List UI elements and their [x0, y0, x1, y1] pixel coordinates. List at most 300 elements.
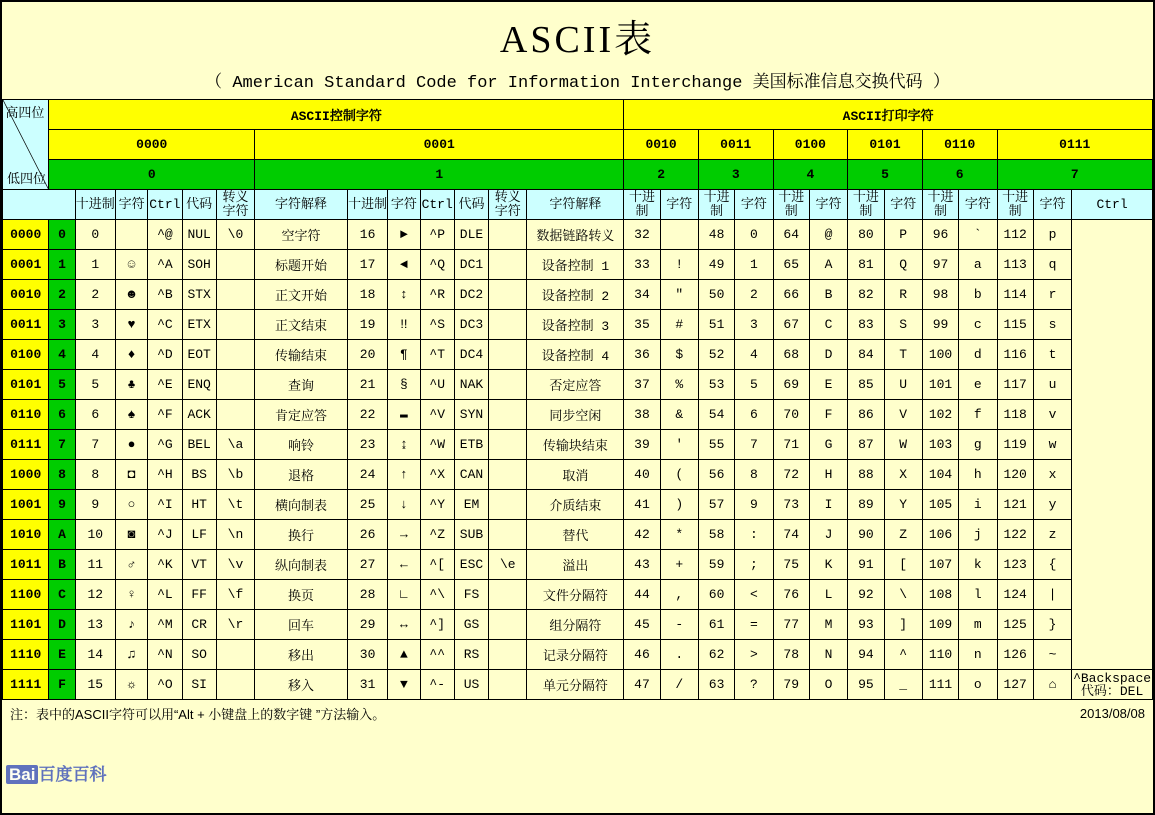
print-char: 4	[735, 340, 773, 370]
control-ctrl: ^E	[148, 370, 182, 400]
row-binary: 1111	[3, 670, 49, 700]
control-dec: 8	[75, 460, 115, 490]
print-dec: 96	[922, 220, 958, 250]
row-hex: 0	[49, 220, 75, 250]
col-header-dec-2: 十进制	[624, 190, 660, 220]
table-row	[3, 310, 1153, 340]
row-hex: 2	[49, 280, 75, 310]
control-escape	[216, 670, 254, 700]
print-char: g	[959, 430, 997, 460]
control-code: ENQ	[182, 370, 216, 400]
control-escape	[216, 400, 254, 430]
control-glyph: ↑	[388, 460, 420, 490]
control-desc: 移出	[255, 640, 348, 670]
row-binary: 1100	[3, 580, 49, 610]
table-row	[3, 400, 1153, 430]
print-dec: 111	[922, 670, 958, 700]
control-ctrl: ^W	[420, 430, 454, 460]
print-char: W	[884, 430, 922, 460]
control-desc: 数据链路转义	[527, 220, 624, 250]
footer-date: 2013/08/08	[1079, 706, 1145, 721]
dec-header-1: 1	[255, 160, 624, 190]
table-row	[3, 370, 1153, 400]
control-glyph: ↔	[388, 610, 420, 640]
control-glyph: ▲	[388, 640, 420, 670]
print-dec: 118	[997, 400, 1033, 430]
bin-header-5: 0101	[848, 130, 923, 160]
control-ctrl: ^I	[148, 490, 182, 520]
bin-header-4: 0100	[773, 130, 848, 160]
print-dec: 40	[624, 460, 660, 490]
print-char: J	[809, 520, 847, 550]
print-char: A	[809, 250, 847, 280]
control-glyph: ☻	[115, 280, 147, 310]
ctrl-column-empty	[1072, 220, 1153, 670]
col-header-dec-1: 十进制	[347, 190, 387, 220]
control-desc: 替代	[527, 520, 624, 550]
control-code: NUL	[182, 220, 216, 250]
print-dec: 51	[698, 310, 734, 340]
row-hex: D	[49, 610, 75, 640]
col-header-char-3: 字符	[735, 190, 773, 220]
watermark-text: 百度百科	[38, 765, 107, 784]
footer-note: 注：表中的ASCII字符可以用“Alt + 小键盘上的数字键 ”方法输入。	[10, 707, 386, 722]
print-dec: 106	[922, 520, 958, 550]
control-escape	[489, 610, 527, 640]
control-code: NAK	[454, 370, 488, 400]
col-header-esc-1: 转义字符	[489, 190, 527, 220]
control-desc: 取消	[527, 460, 624, 490]
row-binary: 0101	[3, 370, 49, 400]
col-header-char-6: 字符	[959, 190, 997, 220]
control-glyph: ▼	[388, 670, 420, 700]
row-hex: C	[49, 580, 75, 610]
control-dec: 5	[75, 370, 115, 400]
print-char: <	[735, 580, 773, 610]
control-ctrl: ^-	[420, 670, 454, 700]
control-code: VT	[182, 550, 216, 580]
print-char: @	[809, 220, 847, 250]
corner-low-label: 低四位	[7, 172, 47, 187]
print-char: r	[1033, 280, 1071, 310]
group-header-row	[3, 100, 1153, 130]
control-ctrl: ^B	[148, 280, 182, 310]
page-subtitle: （ American Standard Code for Information Interchange 美国标准信息交换代码 ）	[205, 74, 950, 93]
print-char: U	[884, 370, 922, 400]
print-dec: 110	[922, 640, 958, 670]
col-header-dec-3: 十进制	[698, 190, 734, 220]
binary-header-row	[3, 130, 1153, 160]
control-code: HT	[182, 490, 216, 520]
print-char: )	[660, 490, 698, 520]
print-dec: 126	[997, 640, 1033, 670]
print-char: Z	[884, 520, 922, 550]
print-dec: 102	[922, 400, 958, 430]
control-escape	[489, 370, 527, 400]
bin-header-0: 0000	[49, 130, 255, 160]
control-glyph: ‼	[388, 310, 420, 340]
print-dec: 95	[848, 670, 884, 700]
control-code: CR	[182, 610, 216, 640]
control-glyph: ♣	[115, 370, 147, 400]
control-escape	[216, 250, 254, 280]
print-dec: 80	[848, 220, 884, 250]
print-char: V	[884, 400, 922, 430]
print-char: Q	[884, 250, 922, 280]
print-char: M	[809, 610, 847, 640]
print-dec: 113	[997, 250, 1033, 280]
control-desc: 文件分隔符	[527, 580, 624, 610]
control-glyph: ◘	[115, 460, 147, 490]
control-dec: 23	[347, 430, 387, 460]
print-dec: 108	[922, 580, 958, 610]
print-dec: 119	[997, 430, 1033, 460]
print-dec: 64	[773, 220, 809, 250]
control-desc: 溢出	[527, 550, 624, 580]
print-dec: 101	[922, 370, 958, 400]
print-dec: 94	[848, 640, 884, 670]
control-ctrl: ^M	[148, 610, 182, 640]
print-char	[660, 220, 698, 250]
print-char: e	[959, 370, 997, 400]
control-desc: 标题开始	[255, 250, 348, 280]
control-code: DC3	[454, 310, 488, 340]
control-ctrl: ^P	[420, 220, 454, 250]
print-dec: 78	[773, 640, 809, 670]
print-dec: 67	[773, 310, 809, 340]
print-dec: 59	[698, 550, 734, 580]
control-code: BS	[182, 460, 216, 490]
control-desc: 换页	[255, 580, 348, 610]
print-dec: 57	[698, 490, 734, 520]
print-dec: 117	[997, 370, 1033, 400]
col-header-dec-7: 十进制	[997, 190, 1033, 220]
col-header-esc-0: 转义字符	[216, 190, 254, 220]
print-char: x	[1033, 460, 1071, 490]
print-char: ?	[735, 670, 773, 700]
control-code: DC4	[454, 340, 488, 370]
control-code: SO	[182, 640, 216, 670]
print-dec: 62	[698, 640, 734, 670]
group-print-label: ASCII打印字符	[624, 100, 1153, 130]
print-dec: 121	[997, 490, 1033, 520]
control-desc: 传输结束	[255, 340, 348, 370]
control-dec: 30	[347, 640, 387, 670]
control-code: SI	[182, 670, 216, 700]
control-ctrl: ^]	[420, 610, 454, 640]
row-binary: 1010	[3, 520, 49, 550]
print-dec: 123	[997, 550, 1033, 580]
control-dec: 9	[75, 490, 115, 520]
print-dec: 49	[698, 250, 734, 280]
control-desc: 记录分隔符	[527, 640, 624, 670]
control-ctrl: ^Z	[420, 520, 454, 550]
corner-high-label: 高四位	[5, 106, 45, 121]
control-desc: 单元分隔符	[527, 670, 624, 700]
row-binary: 0110	[3, 400, 49, 430]
row-binary: 1110	[3, 640, 49, 670]
control-dec: 14	[75, 640, 115, 670]
control-dec: 2	[75, 280, 115, 310]
control-ctrl: ^A	[148, 250, 182, 280]
row-hex: A	[49, 520, 75, 550]
control-ctrl: ^G	[148, 430, 182, 460]
control-desc: 肯定应答	[255, 400, 348, 430]
print-char: 1	[735, 250, 773, 280]
print-dec: 86	[848, 400, 884, 430]
print-dec: 66	[773, 280, 809, 310]
col-header-ctrl-1: Ctrl	[420, 190, 454, 220]
control-escape: \v	[216, 550, 254, 580]
control-ctrl: ^[	[420, 550, 454, 580]
watermark	[6, 760, 106, 785]
control-escape	[216, 340, 254, 370]
print-char: \	[884, 580, 922, 610]
print-char: *	[660, 520, 698, 550]
print-char: &	[660, 400, 698, 430]
control-ctrl: ^J	[148, 520, 182, 550]
control-dec: 19	[347, 310, 387, 340]
print-dec: 50	[698, 280, 734, 310]
print-dec: 91	[848, 550, 884, 580]
print-char: (	[660, 460, 698, 490]
control-desc: 介质结束	[527, 490, 624, 520]
control-code: US	[454, 670, 488, 700]
corner-cell	[3, 100, 49, 190]
row-hex: 6	[49, 400, 75, 430]
print-char: [	[884, 550, 922, 580]
print-dec: 120	[997, 460, 1033, 490]
print-dec: 76	[773, 580, 809, 610]
control-glyph: ●	[115, 430, 147, 460]
print-dec: 82	[848, 280, 884, 310]
control-glyph: ♦	[115, 340, 147, 370]
control-escape: \f	[216, 580, 254, 610]
print-char: R	[884, 280, 922, 310]
print-dec: 65	[773, 250, 809, 280]
print-dec: 43	[624, 550, 660, 580]
control-escape	[489, 490, 527, 520]
print-dec: 107	[922, 550, 958, 580]
print-char: q	[1033, 250, 1071, 280]
control-dec: 24	[347, 460, 387, 490]
control-desc: 空字符	[255, 220, 348, 250]
control-escape	[489, 280, 527, 310]
control-code: STX	[182, 280, 216, 310]
control-escape	[489, 220, 527, 250]
control-glyph: ♫	[115, 640, 147, 670]
control-ctrl: ^K	[148, 550, 182, 580]
control-desc: 纵向制表	[255, 550, 348, 580]
print-char: s	[1033, 310, 1071, 340]
control-dec: 16	[347, 220, 387, 250]
print-dec: 79	[773, 670, 809, 700]
control-glyph: ▬	[388, 400, 420, 430]
print-dec: 55	[698, 430, 734, 460]
ascii-table-body	[3, 220, 1153, 700]
print-dec: 47	[624, 670, 660, 700]
print-char: i	[959, 490, 997, 520]
print-char: .	[660, 640, 698, 670]
col-header-ctrl-0: Ctrl	[148, 190, 182, 220]
row-hex: E	[49, 640, 75, 670]
control-escape	[216, 370, 254, 400]
print-char: 7	[735, 430, 773, 460]
row-hex: 8	[49, 460, 75, 490]
control-ctrl: ^S	[420, 310, 454, 340]
print-char: t	[1033, 340, 1071, 370]
print-dec: 97	[922, 250, 958, 280]
print-char: p	[1033, 220, 1071, 250]
print-dec: 38	[624, 400, 660, 430]
row-binary: 1101	[3, 610, 49, 640]
control-code: LF	[182, 520, 216, 550]
control-escape	[489, 430, 527, 460]
print-char: f	[959, 400, 997, 430]
row-hex: B	[49, 550, 75, 580]
control-ctrl: ^^	[420, 640, 454, 670]
print-dec: 93	[848, 610, 884, 640]
table-row	[3, 220, 1153, 250]
print-char: %	[660, 370, 698, 400]
print-dec: 73	[773, 490, 809, 520]
control-desc: 同步空闲	[527, 400, 624, 430]
print-char: N	[809, 640, 847, 670]
print-dec: 124	[997, 580, 1033, 610]
control-escape: \0	[216, 220, 254, 250]
col-header-dec-5: 十进制	[848, 190, 884, 220]
print-char: ]	[884, 610, 922, 640]
group-control-label: ASCII控制字符	[49, 100, 624, 130]
control-ctrl: ^N	[148, 640, 182, 670]
print-dec: 68	[773, 340, 809, 370]
row-hex: F	[49, 670, 75, 700]
print-char: v	[1033, 400, 1071, 430]
control-desc: 横向制表	[255, 490, 348, 520]
bin-header-6: 0110	[922, 130, 997, 160]
control-dec: 11	[75, 550, 115, 580]
print-char: S	[884, 310, 922, 340]
row-binary: 1000	[3, 460, 49, 490]
print-dec: 87	[848, 430, 884, 460]
print-char: K	[809, 550, 847, 580]
control-desc: 响铃	[255, 430, 348, 460]
print-dec: 84	[848, 340, 884, 370]
control-desc: 回车	[255, 610, 348, 640]
control-dec: 10	[75, 520, 115, 550]
control-glyph: ○	[115, 490, 147, 520]
print-dec: 41	[624, 490, 660, 520]
control-dec: 17	[347, 250, 387, 280]
print-dec: 105	[922, 490, 958, 520]
print-char: 5	[735, 370, 773, 400]
print-char: b	[959, 280, 997, 310]
table-row	[3, 250, 1153, 280]
control-dec: 28	[347, 580, 387, 610]
control-desc: 查询	[255, 370, 348, 400]
table-row	[3, 490, 1153, 520]
print-dec: 104	[922, 460, 958, 490]
col-header-desc-0: 字符解释	[255, 190, 348, 220]
table-row	[3, 580, 1153, 610]
bin-header-2: 0010	[624, 130, 699, 160]
col-header-ctrl-7: Ctrl	[1072, 190, 1153, 220]
row-hex: 9	[49, 490, 75, 520]
print-char: C	[809, 310, 847, 340]
print-dec: 69	[773, 370, 809, 400]
print-char: B	[809, 280, 847, 310]
control-escape: \r	[216, 610, 254, 640]
control-code: EOT	[182, 340, 216, 370]
print-dec: 48	[698, 220, 734, 250]
table-row	[3, 430, 1153, 460]
print-dec: 60	[698, 580, 734, 610]
print-char: }	[1033, 610, 1071, 640]
control-code: ETX	[182, 310, 216, 340]
control-dec: 21	[347, 370, 387, 400]
row-binary: 0000	[3, 220, 49, 250]
control-desc: 传输块结束	[527, 430, 624, 460]
control-escape: \b	[216, 460, 254, 490]
print-dec: 92	[848, 580, 884, 610]
print-char: #	[660, 310, 698, 340]
row-hex: 1	[49, 250, 75, 280]
print-dec: 37	[624, 370, 660, 400]
dec-header-3: 3	[698, 160, 773, 190]
print-dec: 36	[624, 340, 660, 370]
control-code: DLE	[454, 220, 488, 250]
control-code: BEL	[182, 430, 216, 460]
print-char: 8	[735, 460, 773, 490]
control-desc: 正文开始	[255, 280, 348, 310]
control-ctrl: ^F	[148, 400, 182, 430]
control-ctrl: ^X	[420, 460, 454, 490]
col-header-dec-4: 十进制	[773, 190, 809, 220]
print-dec: 61	[698, 610, 734, 640]
print-char: P	[884, 220, 922, 250]
print-dec: 122	[997, 520, 1033, 550]
print-char: :	[735, 520, 773, 550]
print-dec: 100	[922, 340, 958, 370]
print-char: $	[660, 340, 698, 370]
print-char: y	[1033, 490, 1071, 520]
control-glyph: ←	[388, 550, 420, 580]
print-char: _	[884, 670, 922, 700]
print-dec: 33	[624, 250, 660, 280]
control-glyph: ☼	[115, 670, 147, 700]
print-dec: 125	[997, 610, 1033, 640]
print-char: u	[1033, 370, 1071, 400]
bin-header-3: 0011	[698, 130, 773, 160]
print-dec: 88	[848, 460, 884, 490]
control-desc: 退格	[255, 460, 348, 490]
row-binary: 0100	[3, 340, 49, 370]
control-escape	[216, 280, 254, 310]
print-dec: 72	[773, 460, 809, 490]
print-char: H	[809, 460, 847, 490]
print-dec: 52	[698, 340, 734, 370]
print-dec: 63	[698, 670, 734, 700]
print-dec: 71	[773, 430, 809, 460]
print-dec: 112	[997, 220, 1033, 250]
control-code: EM	[454, 490, 488, 520]
print-char: a	[959, 250, 997, 280]
control-escape: \e	[489, 550, 527, 580]
control-desc: 设备控制 4	[527, 340, 624, 370]
print-char: /	[660, 670, 698, 700]
control-code: ESC	[454, 550, 488, 580]
control-escape	[489, 670, 527, 700]
